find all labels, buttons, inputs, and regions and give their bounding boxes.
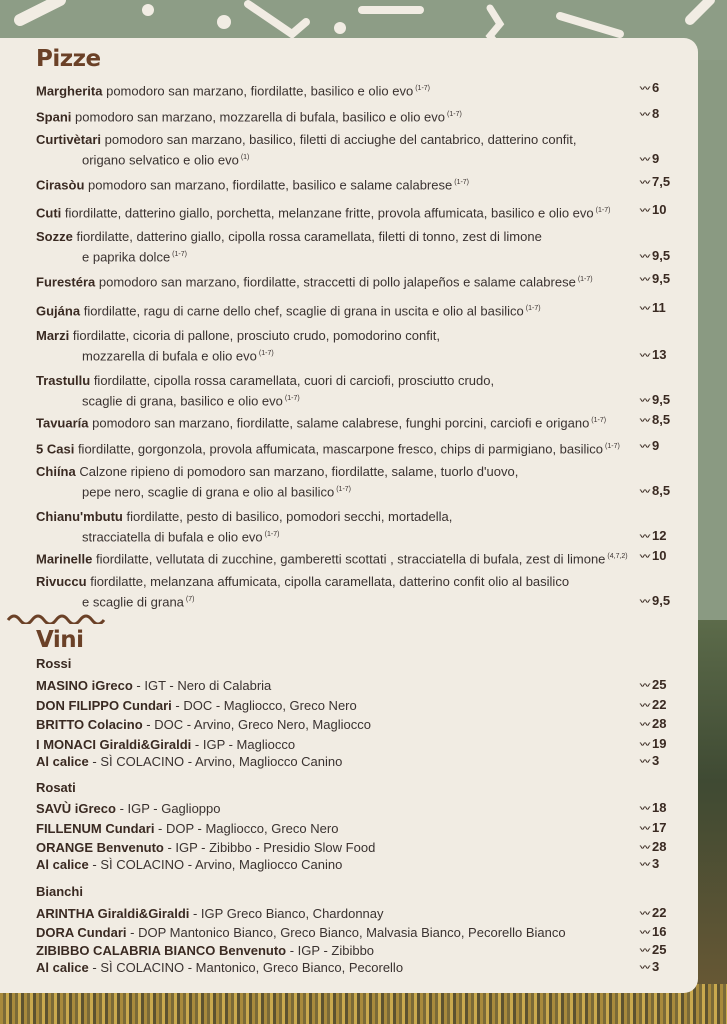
allergen-note: (1-7) bbox=[595, 207, 611, 214]
wine-item bbox=[36, 839, 375, 856]
currency-squiggle-icon: 〰 bbox=[640, 552, 648, 563]
pizza-description: fiordilatte, cicoria di pallone, prosciuto crudo, pomodorino confit, bbox=[72, 328, 440, 343]
price-value: 22 bbox=[652, 905, 667, 920]
wine-item bbox=[36, 753, 342, 770]
pizza-description-line2 bbox=[82, 246, 187, 265]
price-value: 9,5 bbox=[652, 392, 671, 407]
price-value: 22 bbox=[652, 697, 667, 712]
allergen-note: (1-7) bbox=[336, 486, 351, 493]
price bbox=[640, 347, 666, 362]
wine-name: DON FILIPPO Cundari bbox=[36, 698, 172, 713]
pizza-description: fiordilatte, pesto di basilico, pomodori secchi, mortadella, bbox=[126, 509, 453, 524]
wine-description: - IGP - Magliocco bbox=[191, 737, 296, 752]
wine-description: - SÌ COLACINO - Arvino, Magliocco Canino bbox=[88, 754, 343, 769]
wine-description: - SÌ COLACINO - Arvino, Magliocco Canino bbox=[88, 857, 343, 872]
pizza-name: Marinelle bbox=[36, 551, 93, 567]
allergen-note: (1-7) bbox=[591, 417, 607, 424]
allergen-note: (1-7) bbox=[172, 251, 187, 258]
allergen-note: (1-7) bbox=[258, 350, 274, 357]
allergen-note: (1-7) bbox=[284, 395, 300, 402]
wine-item bbox=[36, 716, 371, 733]
price-value: 8,5 bbox=[652, 412, 671, 427]
wine-description: - DOC - Arvino, Greco Nero, Magliocco bbox=[142, 717, 371, 732]
wine-description: - DOC - Magliocco, Greco Nero bbox=[171, 698, 357, 713]
price-value: 28 bbox=[652, 839, 667, 854]
allergen-note: (7) bbox=[185, 596, 195, 603]
price-value: 17 bbox=[652, 820, 667, 835]
pizza-name: Gujána bbox=[36, 303, 81, 319]
currency-squiggle-icon: 〰 bbox=[640, 963, 648, 974]
price bbox=[640, 697, 666, 712]
price bbox=[640, 753, 659, 768]
pizza-item bbox=[36, 174, 677, 193]
pizza-description-cont: scaglie di grana, basilico e olio evo bbox=[82, 393, 283, 409]
pizza-item bbox=[36, 412, 677, 431]
pizza-description-cont: e paprika dolce bbox=[82, 249, 171, 265]
wine-item bbox=[36, 924, 566, 941]
pizza-name: Cuti bbox=[36, 205, 62, 221]
price-value: 25 bbox=[652, 942, 667, 957]
pizza-item bbox=[36, 508, 677, 525]
currency-squiggle-icon: 〰 bbox=[640, 178, 648, 189]
currency-squiggle-icon: 〰 bbox=[640, 252, 648, 263]
pizza-name: Furestéra bbox=[36, 274, 96, 290]
price bbox=[640, 820, 666, 835]
price-value: 7,5 bbox=[652, 174, 671, 189]
pizza-description-cont: e scaglie di grana bbox=[82, 594, 184, 610]
pizza-name: Tavuaría bbox=[36, 415, 89, 431]
pizza-item bbox=[36, 438, 677, 457]
pizza-description-cont: origano selvatico e olio evo bbox=[82, 152, 239, 168]
wine-name: Al calice bbox=[36, 960, 89, 975]
pizza-description: pomodoro san marzano, fiordilatte, salame calabrese, funghi porcini, carciofi e origano bbox=[92, 415, 590, 431]
pizza-item bbox=[36, 300, 677, 319]
price bbox=[640, 483, 670, 498]
price-value: 10 bbox=[652, 202, 667, 217]
pizza-description: pomodoro san marzano, mozzarella di bufala, basilico e olio evo bbox=[75, 109, 446, 125]
pizza-description: fiordilatte, melanzana affumicata, cipolla caramellata, datterino confit olio al basilico bbox=[90, 574, 570, 589]
currency-squiggle-icon: 〰 bbox=[640, 304, 648, 315]
price bbox=[640, 839, 666, 854]
pizza-description: Calzone ripieno di pomodoro san marzano, fiordilatte, salame, tuorlo d'uovo, bbox=[79, 464, 519, 479]
price-value: 9 bbox=[652, 438, 660, 453]
price-value: 9 bbox=[652, 151, 660, 166]
wine-name: FILLENUM Cundari bbox=[36, 821, 155, 836]
wine-description: - IGT - Nero di Calabria bbox=[132, 678, 272, 693]
allergen-note: (1-7) bbox=[447, 111, 462, 118]
allergen-note: (1-7) bbox=[415, 85, 430, 92]
price-value: 8,5 bbox=[652, 483, 671, 498]
price-value: 10 bbox=[652, 548, 667, 563]
currency-squiggle-icon: 〰 bbox=[640, 740, 648, 751]
price-value: 8 bbox=[652, 106, 660, 121]
price bbox=[640, 856, 659, 871]
wine-name: I MONACI Giraldi&Giraldi bbox=[36, 737, 192, 752]
price-value: 13 bbox=[652, 347, 667, 362]
wine-item bbox=[36, 856, 342, 873]
price bbox=[640, 593, 670, 608]
price bbox=[640, 248, 670, 263]
currency-squiggle-icon: 〰 bbox=[640, 804, 648, 815]
price bbox=[640, 271, 670, 286]
price bbox=[640, 959, 659, 974]
pizza-item bbox=[36, 372, 677, 389]
pizza-name: Marzi bbox=[36, 328, 70, 343]
pizza-item bbox=[36, 80, 677, 99]
price bbox=[640, 392, 670, 407]
pizza-description: fiordilatte, datterino giallo, porchetta, melanzane fritte, provola affumicata, basilico e olio evo bbox=[64, 205, 594, 221]
price bbox=[640, 716, 666, 731]
currency-squiggle-icon: 〰 bbox=[640, 909, 648, 920]
wine-description: - DOP - Magliocco, Greco Nero bbox=[154, 821, 339, 836]
price bbox=[640, 924, 666, 939]
wine-name: SAVÙ iGreco bbox=[36, 801, 116, 816]
pizza-description: fiordilatte, vellutata di zucchine, gamberetti scottati , stracciatella di bufala, zest di limone bbox=[95, 551, 606, 567]
pizza-name: Curtivètari bbox=[36, 132, 102, 147]
price bbox=[640, 548, 666, 563]
wine-description: - IGP Greco Bianco, Chardonnay bbox=[189, 906, 384, 921]
currency-squiggle-icon: 〰 bbox=[640, 597, 648, 608]
currency-squiggle-icon: 〰 bbox=[640, 351, 648, 362]
wine-description: - IGP - Zibibbo bbox=[286, 943, 375, 958]
pizza-description: fiordilatte, gorgonzola, provola affumicata, mascarpone fresco, chips di parmigiano, basilico bbox=[77, 441, 604, 457]
currency-squiggle-icon: 〰 bbox=[640, 757, 648, 768]
pizza-item bbox=[36, 106, 677, 125]
currency-squiggle-icon: 〰 bbox=[640, 84, 648, 95]
price bbox=[640, 677, 666, 692]
currency-squiggle-icon: 〰 bbox=[640, 487, 648, 498]
wine-description: - SÌ COLACINO - Mantonico, Greco Bianco, Pecorello bbox=[88, 960, 404, 975]
pizza-description: fiordilatte, ragu di carne dello chef, scaglie di grana in uscita e olio al basilico bbox=[83, 303, 524, 319]
wine-name: Al calice bbox=[36, 857, 89, 872]
pizza-description-cont: stracciatella di bufala e olio evo bbox=[82, 529, 263, 545]
pizza-description-line2 bbox=[82, 149, 249, 168]
allergen-note: (1) bbox=[240, 154, 250, 161]
pizza-description: fiordilatte, cipolla rossa caramellata, cuori di carciofi, prosciutto crudo, bbox=[93, 373, 495, 388]
currency-squiggle-icon: 〰 bbox=[640, 946, 648, 957]
pizza-description-line2 bbox=[82, 390, 300, 409]
price bbox=[640, 202, 666, 217]
pizza-name: Rivuccu bbox=[36, 574, 87, 589]
wine-item bbox=[36, 905, 384, 922]
price-value: 25 bbox=[652, 677, 667, 692]
price bbox=[640, 528, 666, 543]
pizza-item bbox=[36, 573, 677, 590]
price-value: 11 bbox=[652, 300, 666, 315]
wine-name: ORANGE Benvenuto bbox=[36, 840, 164, 855]
wine-name: Al calice bbox=[36, 754, 89, 769]
currency-squiggle-icon: 〰 bbox=[640, 416, 648, 427]
wine-item bbox=[36, 800, 221, 817]
currency-squiggle-icon: 〰 bbox=[640, 110, 648, 121]
wine-name: ARINTHA Giraldi&Giraldi bbox=[36, 906, 190, 921]
price bbox=[640, 905, 666, 920]
pizza-name: Margherita bbox=[36, 83, 103, 99]
pizza-description-line2 bbox=[82, 345, 274, 364]
pizza-description: pomodoro san marzano, fiordilatte, straccetti di pollo jalapeños e salame calabrese bbox=[98, 274, 576, 290]
wine-description: - IGP - Gaglioppo bbox=[115, 801, 221, 816]
squiggle-divider-icon bbox=[6, 610, 110, 624]
pizza-item bbox=[36, 228, 677, 245]
pizza-item bbox=[36, 271, 677, 290]
pizza-description-line2 bbox=[82, 591, 194, 610]
allergen-note: (1-7) bbox=[577, 276, 593, 283]
allergen-note: (1-7) bbox=[264, 531, 280, 538]
currency-squiggle-icon: 〰 bbox=[640, 155, 648, 166]
price-value: 3 bbox=[652, 753, 660, 768]
allergen-note: (1-7) bbox=[525, 305, 541, 312]
currency-squiggle-icon: 〰 bbox=[640, 928, 648, 939]
price-value: 12 bbox=[652, 528, 667, 543]
wine-item bbox=[36, 677, 271, 694]
pizza-name: Sozze bbox=[36, 229, 73, 244]
pizza-description: pomodoro san marzano, basilico, filetti di acciughe del cantabrico, datterino confit, bbox=[104, 132, 577, 147]
pizza-description-cont: mozzarella di bufala e olio evo bbox=[82, 348, 257, 364]
pizze-title: Pizze bbox=[36, 46, 101, 72]
pizza-item bbox=[36, 131, 677, 148]
wine-item bbox=[36, 959, 403, 976]
pizza-item bbox=[36, 463, 677, 480]
currency-squiggle-icon: 〰 bbox=[640, 532, 648, 543]
pizza-description-line2 bbox=[82, 481, 351, 500]
allergen-note: (4,7,2) bbox=[607, 553, 628, 560]
currency-squiggle-icon: 〰 bbox=[640, 701, 648, 712]
wine-description: - IGP - Zibibbo - Presidio Slow Food bbox=[163, 840, 376, 855]
pizza-name: Spani bbox=[36, 109, 72, 125]
price-value: 16 bbox=[652, 924, 667, 939]
pizza-description: fiordilatte, datterino giallo, cipolla rossa caramellata, filetti di tonno, zest di limone bbox=[76, 229, 542, 244]
price bbox=[640, 412, 670, 427]
price bbox=[640, 106, 659, 121]
currency-squiggle-icon: 〰 bbox=[640, 206, 648, 217]
currency-squiggle-icon: 〰 bbox=[640, 824, 648, 835]
price-value: 18 bbox=[652, 800, 667, 815]
price bbox=[640, 736, 666, 751]
price-value: 9,5 bbox=[652, 593, 671, 608]
currency-squiggle-icon: 〰 bbox=[640, 843, 648, 854]
wine-section-label: Rosati bbox=[36, 780, 76, 795]
pizza-name: Chianu'mbutu bbox=[36, 509, 123, 524]
wine-name: DORA Cundari bbox=[36, 925, 127, 940]
price-value: 3 bbox=[652, 959, 660, 974]
wine-section-label: Rossi bbox=[36, 656, 72, 671]
price bbox=[640, 80, 659, 95]
allergen-note: (1-7) bbox=[605, 443, 620, 450]
wine-item bbox=[36, 942, 374, 959]
wine-section-label: Bianchi bbox=[36, 884, 83, 899]
price-value: 3 bbox=[652, 856, 660, 871]
price bbox=[640, 151, 659, 166]
currency-squiggle-icon: 〰 bbox=[640, 720, 648, 731]
wine-name: ZIBIBBO CALABRIA BIANCO Benvenuto bbox=[36, 943, 287, 958]
price-value: 9,5 bbox=[652, 248, 671, 263]
pizza-description-line2 bbox=[82, 526, 279, 545]
pizza-description: pomodoro san marzano, fiordilatte, basilico e olio evo bbox=[106, 83, 414, 99]
price-value: 9,5 bbox=[652, 271, 671, 286]
currency-squiggle-icon: 〰 bbox=[640, 860, 648, 871]
pizza-item bbox=[36, 327, 677, 344]
currency-squiggle-icon: 〰 bbox=[640, 681, 648, 692]
price bbox=[640, 174, 670, 189]
vini-title: Vini bbox=[36, 627, 84, 653]
price bbox=[640, 942, 666, 957]
pizza-item bbox=[36, 548, 677, 567]
currency-squiggle-icon: 〰 bbox=[640, 442, 648, 453]
currency-squiggle-icon: 〰 bbox=[640, 275, 648, 286]
pizza-name: Chiína bbox=[36, 464, 76, 479]
price bbox=[640, 300, 666, 315]
pizza-name: Trastullu bbox=[36, 373, 91, 388]
pizza-item bbox=[36, 202, 677, 221]
allergen-note: (1-7) bbox=[454, 179, 470, 186]
wine-name: MASINO iGreco bbox=[36, 678, 133, 693]
pizza-description: pomodoro san marzano, fiordilatte, basilico e salame calabrese bbox=[88, 177, 453, 193]
wine-item bbox=[36, 736, 295, 753]
price bbox=[640, 800, 666, 815]
pizza-name: 5 Casi bbox=[36, 441, 75, 457]
price bbox=[640, 438, 659, 453]
currency-squiggle-icon: 〰 bbox=[640, 396, 648, 407]
wine-description: - DOP Mantonico Bianco, Greco Bianco, Malvasia Bianco, Pecorello Bianco bbox=[126, 925, 566, 940]
wine-item bbox=[36, 697, 357, 714]
wine-name: BRITTO Colacino bbox=[36, 717, 143, 732]
price-value: 28 bbox=[652, 716, 667, 731]
pizza-description-cont: pepe nero, scaglie di grana e olio al basilico bbox=[82, 484, 335, 500]
price-value: 6 bbox=[652, 80, 660, 95]
price-value: 19 bbox=[652, 736, 667, 751]
wine-item bbox=[36, 820, 338, 837]
pizza-name: Cirasòu bbox=[36, 177, 85, 193]
